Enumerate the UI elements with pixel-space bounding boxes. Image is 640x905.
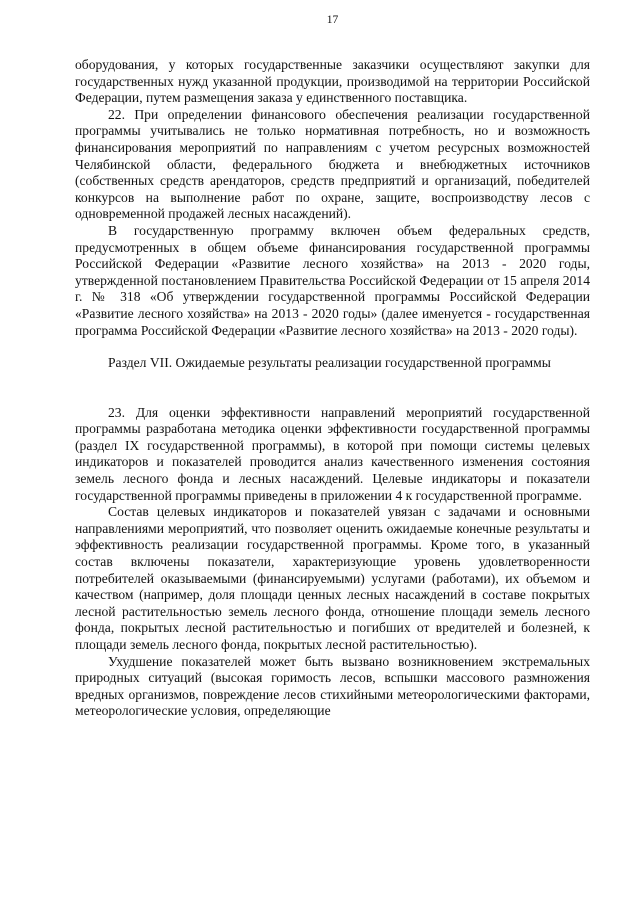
paragraph-indicators: Состав целевых индикаторов и показателей увязан с задачами и основными направлениями мероприятий, что позволяет оценить ожидаемые конечные результаты и эффективность реализации государственной программы. Кроме того, в указанный состав включены показатели, характеризующие уровень удовлетворенности потребителей оказываемыми (финансируемыми) услугами (работами), их объемом и качеством (например, доля площади ценных лесных насаждений в составе покрытых лесной растительностью земель лесного фонда, отношение площади земель лесного фонда, покрытых лесной растительностью и погибших от вредителей и болезней, к площади земель лесного фонда, покрытых лесной растительностью). xyxy=(75,504,590,652)
document-body xyxy=(75,57,590,720)
paragraph-federal-funds: В государственную программу включен объем федеральных средств, предусмотренных в общем объеме финансирования государственной программы Российской Федерации «Развитие лесного хозяйства» на 2013 - 2020 годы, утвержденной постановлением Правительства Российской Федерации от 15 апреля 2014 г. № 318 «Об утверждении государственной программы Российской Федерации «Развитие лесного хозяйства» на 2013 - 2020 годы» (далее именуется - государственная программа Российской Федерации «Развитие лесного хозяйства» на 2013 - 2020 годы). xyxy=(75,222,590,338)
page-number: 17 xyxy=(326,14,339,26)
paragraph-23: 23. Для оценки эффективности направлений мероприятий государственной программы разработана методика оценки эффективности государственной программы (раздел IX государственной программы), в которой при помощи системы целевых индикаторов и показателей проводится анализ качественного изменения состояния земель лесного фонда и лесных насаждений. Целевые индикаторы и показатели государственной программы приведены в приложении 4 к государственной программе. xyxy=(75,404,590,503)
document-page xyxy=(75,0,590,905)
paragraph-continuation: оборудования, у которых государственные заказчики осуществляют закупки для государственных нужд указанной продукции, производимой на территории Российской Федерации, путем размещения заказа у единственного поставщика. xyxy=(75,57,590,106)
paragraph-deterioration: Ухудшение показателей может быть вызвано возникновением экстремальных природных ситуаций (высокая горимость лесов, вспышки массового размножения вредных организмов, повреждение лесов стихийными метеорологическими факторами, метеорологические условия, определяющие xyxy=(75,653,590,719)
paragraph-22: 22. При определении финансового обеспечения реализации государственной программы учитывались не только нормативная потребность, но и возможность финансирования мероприятий по направлениям с учетом ресурсных возможностей Челябинской области, федерального бюджета и внебюджетных источников (собственных средств арендаторов, средств предприятий и организаций, победителей конкурсов на выполнение работ по охране, защите, воспроизводству лесов с одновременной продажей лесных насаждений). xyxy=(75,106,590,222)
section-heading-vii: Раздел VII. Ожидаемые результаты реализации государственной программы xyxy=(108,355,551,371)
